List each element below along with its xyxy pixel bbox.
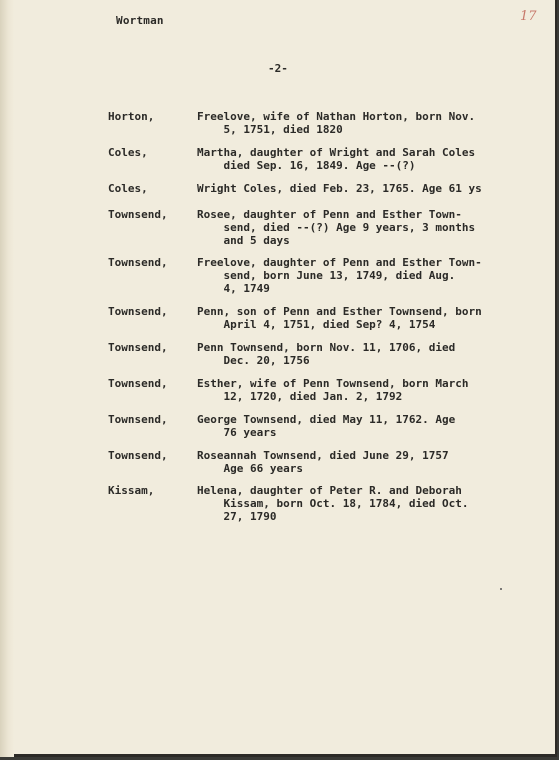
- entry-text: Wright Coles, died Feb. 23, 1765. Age 61 ys: [197, 182, 482, 195]
- entry-text: Penn Townsend, born Nov. 11, 1706, died Dec. 20, 1756: [197, 341, 456, 367]
- entry-surname: Townsend,: [108, 377, 168, 390]
- entry-surname: Horton,: [108, 110, 155, 123]
- handwritten-page-number: 17: [520, 9, 537, 24]
- entry-surname: Kissam,: [108, 484, 155, 497]
- entry-text: Martha, daughter of Wright and Sarah Coles died Sep. 16, 1849. Age --(?): [197, 146, 476, 172]
- entry-surname: Coles,: [108, 146, 148, 159]
- paper-speck: [500, 588, 502, 590]
- header-surname: Wortman: [116, 14, 164, 27]
- entry-surname: Townsend,: [108, 449, 168, 462]
- entry-text: Penn, son of Penn and Esther Townsend, born April 4, 1751, died Sep? 4, 1754: [197, 305, 482, 331]
- entry-surname: Townsend,: [108, 256, 168, 269]
- entry-text: Freelove, daughter of Penn and Esther Town- send, born June 13, 1749, died Aug. 4, 1749: [197, 256, 482, 295]
- entry-text: George Townsend, died May 11, 1762. Age 76 years: [197, 413, 456, 439]
- entry-surname: Coles,: [108, 182, 148, 195]
- entry-surname: Townsend,: [108, 341, 168, 354]
- entry-surname: Townsend,: [108, 413, 168, 426]
- entry-text: Esther, wife of Penn Townsend, born March 12, 1720, died Jan. 2, 1792: [197, 377, 469, 403]
- entry-surname: Townsend,: [108, 208, 168, 221]
- entry-text: Freelove, wife of Nathan Horton, born Nov. 5, 1751, died 1820: [197, 110, 476, 136]
- binding-edge: [0, 0, 14, 757]
- entry-surname: Townsend,: [108, 305, 168, 318]
- entry-text: Rosee, daughter of Penn and Esther Town- send, died --(?) Age 9 years, 3 months and 5 days: [197, 208, 476, 247]
- entry-text: Helena, daughter of Peter R. and Deborah Kissam, born Oct. 18, 1784, died Oct. 27, 1790: [197, 484, 469, 523]
- entry-text: Roseannah Townsend, died June 29, 1757 Age 66 years: [197, 449, 449, 475]
- page-number: -2-: [268, 62, 288, 75]
